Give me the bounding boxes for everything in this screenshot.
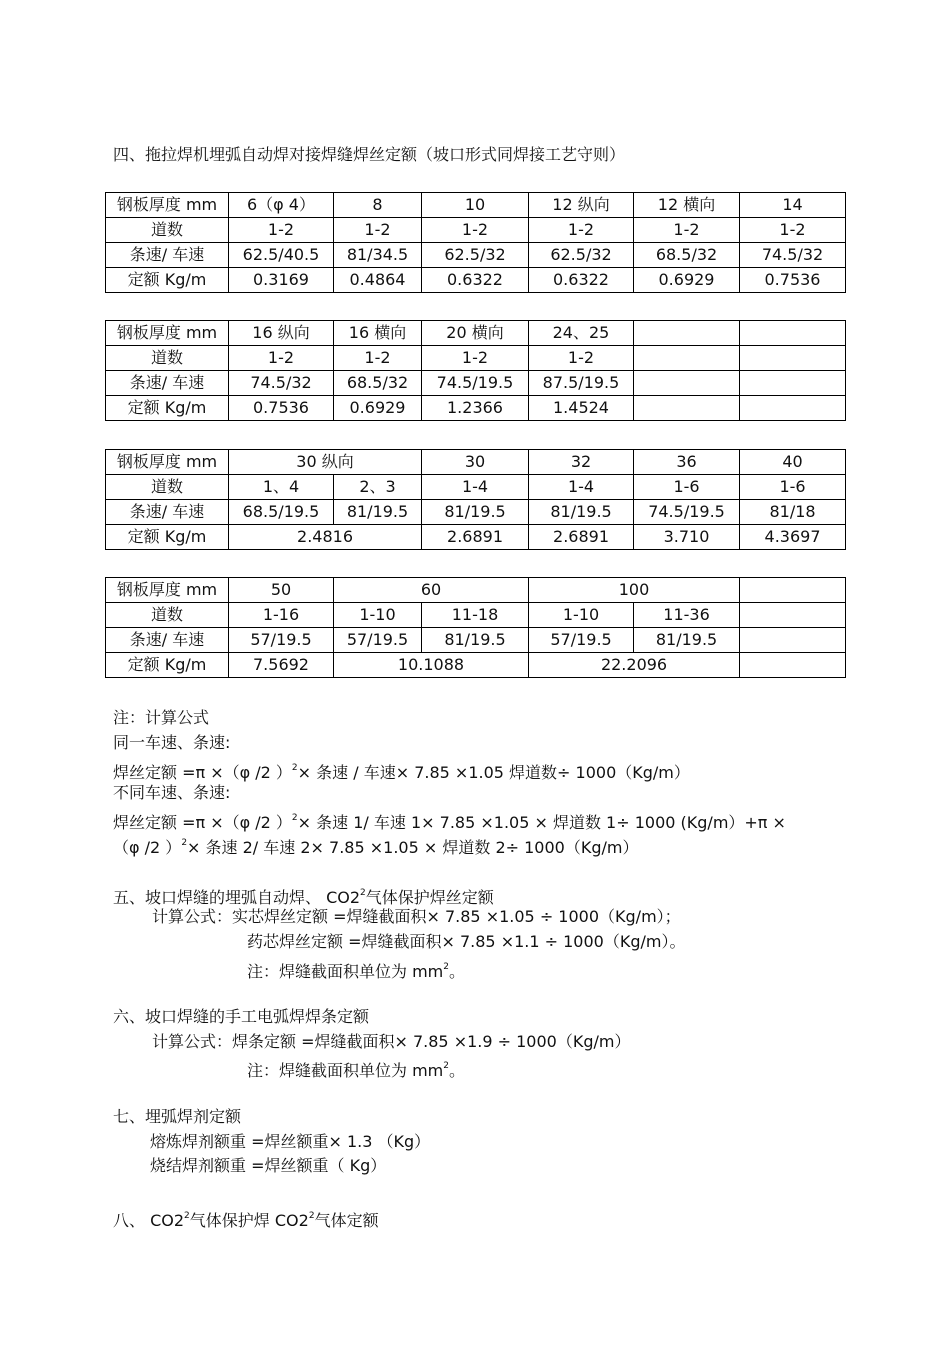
section5-note xyxy=(247,957,465,982)
table-cell: 87.5/19.5 xyxy=(529,371,634,396)
table-row xyxy=(106,243,846,268)
weld-table-1 xyxy=(105,192,846,293)
superscript: 2 xyxy=(308,1211,315,1221)
table-cell: 7.5692 xyxy=(229,653,334,678)
section7-line-2: 烧结焊剂额重 =焊丝额重（ Kg） xyxy=(150,1156,387,1175)
table-cell: 0.6929 xyxy=(334,396,422,421)
superscript: 2 xyxy=(360,888,366,898)
section5-title xyxy=(113,883,494,908)
table-cell: 11-36 xyxy=(634,603,740,628)
row-header-cell: 条速/ 车速 xyxy=(106,371,229,396)
superscript: 2 xyxy=(443,962,449,972)
table-cell: 30 纵向 xyxy=(229,450,422,475)
diff-speed-title: 不同车速、条速: xyxy=(113,783,231,802)
weld-table-3 xyxy=(105,449,846,550)
table-cell: 0.3169 xyxy=(229,268,334,293)
table-row xyxy=(106,321,846,346)
table-cell: 2.4816 xyxy=(229,525,422,550)
formula-part: 焊丝定额 =π ×（φ /2 ） xyxy=(113,813,292,832)
table-cell: 62.5/32 xyxy=(422,243,529,268)
table-row xyxy=(106,193,846,218)
table-cell: 1-6 xyxy=(634,475,740,500)
section6-formula: 计算公式：焊条定额 =焊缝截面积× 7.85 ×1.9 ÷ 1000（Kg/m） xyxy=(152,1032,631,1051)
table-cell: 1-2 xyxy=(334,346,422,371)
table-cell: 81/19.5 xyxy=(422,628,529,653)
table-cell: 16 纵向 xyxy=(229,321,334,346)
table-cell: 81/19.5 xyxy=(422,500,529,525)
row-header-cell: 条速/ 车速 xyxy=(106,500,229,525)
table-cell: 74.5/32 xyxy=(740,243,846,268)
table-cell xyxy=(740,321,846,346)
table-cell: 8 xyxy=(334,193,422,218)
table-row xyxy=(106,603,846,628)
superscript: 2 xyxy=(184,1211,190,1221)
table-cell: 50 xyxy=(229,578,334,603)
table-cell: 16 横向 xyxy=(334,321,422,346)
table-cell: 2.6891 xyxy=(422,525,529,550)
table-cell xyxy=(740,628,846,653)
table-cell: 36 xyxy=(634,450,740,475)
table-cell: 68.5/19.5 xyxy=(229,500,334,525)
table-cell: 0.7536 xyxy=(740,268,846,293)
table-cell: 1-10 xyxy=(529,603,634,628)
table-cell: 74.5/19.5 xyxy=(634,500,740,525)
row-header-cell: 钢板厚度 mm xyxy=(106,450,229,475)
table-cell: 68.5/32 xyxy=(334,371,422,396)
table-cell: 1-2 xyxy=(334,218,422,243)
table-cell: 24、25 xyxy=(529,321,634,346)
superscript: 2 xyxy=(181,838,188,848)
table-cell: 57/19.5 xyxy=(229,628,334,653)
title-part: 气体保护焊丝定额 xyxy=(365,888,494,907)
table-cell: 0.4864 xyxy=(334,268,422,293)
table-cell: 30 xyxy=(422,450,529,475)
table-cell: 0.6929 xyxy=(634,268,740,293)
table-row xyxy=(106,396,846,421)
table-cell: 100 xyxy=(529,578,740,603)
table-cell: 57/19.5 xyxy=(334,628,422,653)
formula-part: × 条速 / 车速× 7.85 ×1.05 焊道数÷ 1000（Kg/m） xyxy=(297,763,690,782)
table-row xyxy=(106,628,846,653)
table-cell: 62.5/32 xyxy=(529,243,634,268)
same-speed-formula xyxy=(113,758,690,783)
table-cell: 81/19.5 xyxy=(334,500,422,525)
superscript: 2 xyxy=(291,813,298,823)
row-header-cell: 道数 xyxy=(106,475,229,500)
table-cell: 1、4 xyxy=(229,475,334,500)
table-cell xyxy=(634,346,740,371)
note-text: 。 xyxy=(449,962,466,981)
formula-part: × 条速 1/ 车速 1× 7.85 ×1.05 × 焊道数 1÷ 1000 (Kg/m）+π × xyxy=(297,813,786,832)
table-cell: 12 横向 xyxy=(634,193,740,218)
section7-line-1: 熔炼焊剂额重 =焊丝额重× 1.3 （Kg） xyxy=(150,1132,431,1151)
weld-table-2 xyxy=(105,320,846,421)
table-cell: 1.2366 xyxy=(422,396,529,421)
note-text: 。 xyxy=(449,1061,466,1080)
table-cell: 57/19.5 xyxy=(529,628,634,653)
table-cell: 20 横向 xyxy=(422,321,529,346)
table-cell: 1-2 xyxy=(634,218,740,243)
table-cell: 32 xyxy=(529,450,634,475)
row-header-cell: 定额 Kg/m xyxy=(106,653,229,678)
table-row xyxy=(106,525,846,550)
row-header-cell: 钢板厚度 mm xyxy=(106,578,229,603)
table-cell: 1-2 xyxy=(229,218,334,243)
table-cell: 0.6322 xyxy=(422,268,529,293)
superscript: 2 xyxy=(291,763,298,773)
section4-title: 四、拖拉焊机埋弧自动焊对接焊缝焊丝定额（坡口形式同焊接工艺守则） xyxy=(113,145,626,164)
notes-label: 注：计算公式 xyxy=(113,708,210,727)
table-cell: 62.5/40.5 xyxy=(229,243,334,268)
table-row xyxy=(106,371,846,396)
row-header-cell: 道数 xyxy=(106,218,229,243)
row-header-cell: 钢板厚度 mm xyxy=(106,321,229,346)
title-part: 八、 CO2 xyxy=(113,1211,185,1230)
same-speed-title: 同一车速、条速: xyxy=(113,733,231,752)
table-cell: 81/18 xyxy=(740,500,846,525)
table-cell: 60 xyxy=(334,578,529,603)
table-cell: 1-10 xyxy=(334,603,422,628)
table-cell: 40 xyxy=(740,450,846,475)
row-header-cell: 条速/ 车速 xyxy=(106,628,229,653)
section6-title: 六、坡口焊缝的手工电弧焊焊条定额 xyxy=(113,1007,370,1026)
table-cell: 6（φ 4） xyxy=(229,193,334,218)
table-cell: 22.2096 xyxy=(529,653,740,678)
row-header-cell: 钢板厚度 mm xyxy=(106,193,229,218)
table-cell: 1-2 xyxy=(529,218,634,243)
diff-speed-formula-1 xyxy=(113,808,786,833)
table-cell: 4.3697 xyxy=(740,525,846,550)
table-cell xyxy=(740,371,846,396)
table-cell: 81/34.5 xyxy=(334,243,422,268)
table-row xyxy=(106,346,846,371)
weld-table-4 xyxy=(105,577,846,678)
table-cell: 1-2 xyxy=(529,346,634,371)
table-cell: 74.5/19.5 xyxy=(422,371,529,396)
table-cell: 14 xyxy=(740,193,846,218)
section5-formula-2: 药芯焊丝定额 =焊缝截面积× 7.85 ×1.1 ÷ 1000（Kg/m）。 xyxy=(247,932,686,951)
row-header-cell: 定额 Kg/m xyxy=(106,268,229,293)
table-row xyxy=(106,500,846,525)
table-row xyxy=(106,653,846,678)
table-cell: 81/19.5 xyxy=(529,500,634,525)
section5-formula-1: 计算公式：实芯焊丝定额 =焊缝截面积× 7.85 ×1.05 ÷ 1000（Kg/m）； xyxy=(152,907,681,926)
table-cell: 1-2 xyxy=(422,346,529,371)
row-header-cell: 道数 xyxy=(106,603,229,628)
table-cell: 0.7536 xyxy=(229,396,334,421)
table-cell: 10.1088 xyxy=(334,653,529,678)
table-cell: 1-4 xyxy=(529,475,634,500)
section6-note xyxy=(247,1056,465,1081)
row-header-cell: 条速/ 车速 xyxy=(106,243,229,268)
table-cell xyxy=(634,321,740,346)
table-cell: 10 xyxy=(422,193,529,218)
table-cell: 1-2 xyxy=(229,346,334,371)
title-part: 气体保护焊 CO2 xyxy=(189,1211,309,1230)
table-row xyxy=(106,475,846,500)
formula-part: × 条速 2/ 车速 2× 7.85 ×1.05 × 焊道数 2÷ 1000（Kg/m） xyxy=(187,838,639,857)
note-text: 注：焊缝截面积单位为 mm xyxy=(247,962,444,981)
table-cell: 1-4 xyxy=(422,475,529,500)
title-part: 五、坡口焊缝的埋弧自动焊、 CO2 xyxy=(113,888,361,907)
table-cell: 1-2 xyxy=(422,218,529,243)
table-cell xyxy=(740,603,846,628)
row-header-cell: 道数 xyxy=(106,346,229,371)
section7-title: 七、埋弧焊剂定额 xyxy=(113,1107,242,1126)
row-header-cell: 定额 Kg/m xyxy=(106,396,229,421)
table-cell: 2.6891 xyxy=(529,525,634,550)
table-cell: 12 纵向 xyxy=(529,193,634,218)
table-row xyxy=(106,218,846,243)
table-cell: 1.4524 xyxy=(529,396,634,421)
table-cell xyxy=(740,396,846,421)
formula-part: （φ /2 ） xyxy=(113,838,182,857)
table-cell: 1-2 xyxy=(740,218,846,243)
table-cell: 74.5/32 xyxy=(229,371,334,396)
table-cell xyxy=(740,578,846,603)
formula-part: 焊丝定额 =π ×（φ /2 ） xyxy=(113,763,292,782)
diff-speed-formula-2 xyxy=(113,833,638,858)
table-cell xyxy=(740,346,846,371)
row-header-cell: 定额 Kg/m xyxy=(106,525,229,550)
superscript: 2 xyxy=(443,1061,449,1071)
table-cell xyxy=(740,653,846,678)
table-row xyxy=(106,268,846,293)
table-cell: 2、3 xyxy=(334,475,422,500)
table-cell: 1-6 xyxy=(740,475,846,500)
table-cell: 81/19.5 xyxy=(634,628,740,653)
title-part: 气体定额 xyxy=(314,1211,379,1230)
table-cell xyxy=(634,371,740,396)
table-cell: 68.5/32 xyxy=(634,243,740,268)
table-cell: 0.6322 xyxy=(529,268,634,293)
note-text: 注：焊缝截面积单位为 mm xyxy=(247,1061,444,1080)
table-cell: 1-16 xyxy=(229,603,334,628)
section8-title xyxy=(113,1206,379,1231)
table-cell: 3.710 xyxy=(634,525,740,550)
table-row xyxy=(106,450,846,475)
table-cell: 11-18 xyxy=(422,603,529,628)
table-row xyxy=(106,578,846,603)
table-cell xyxy=(634,396,740,421)
